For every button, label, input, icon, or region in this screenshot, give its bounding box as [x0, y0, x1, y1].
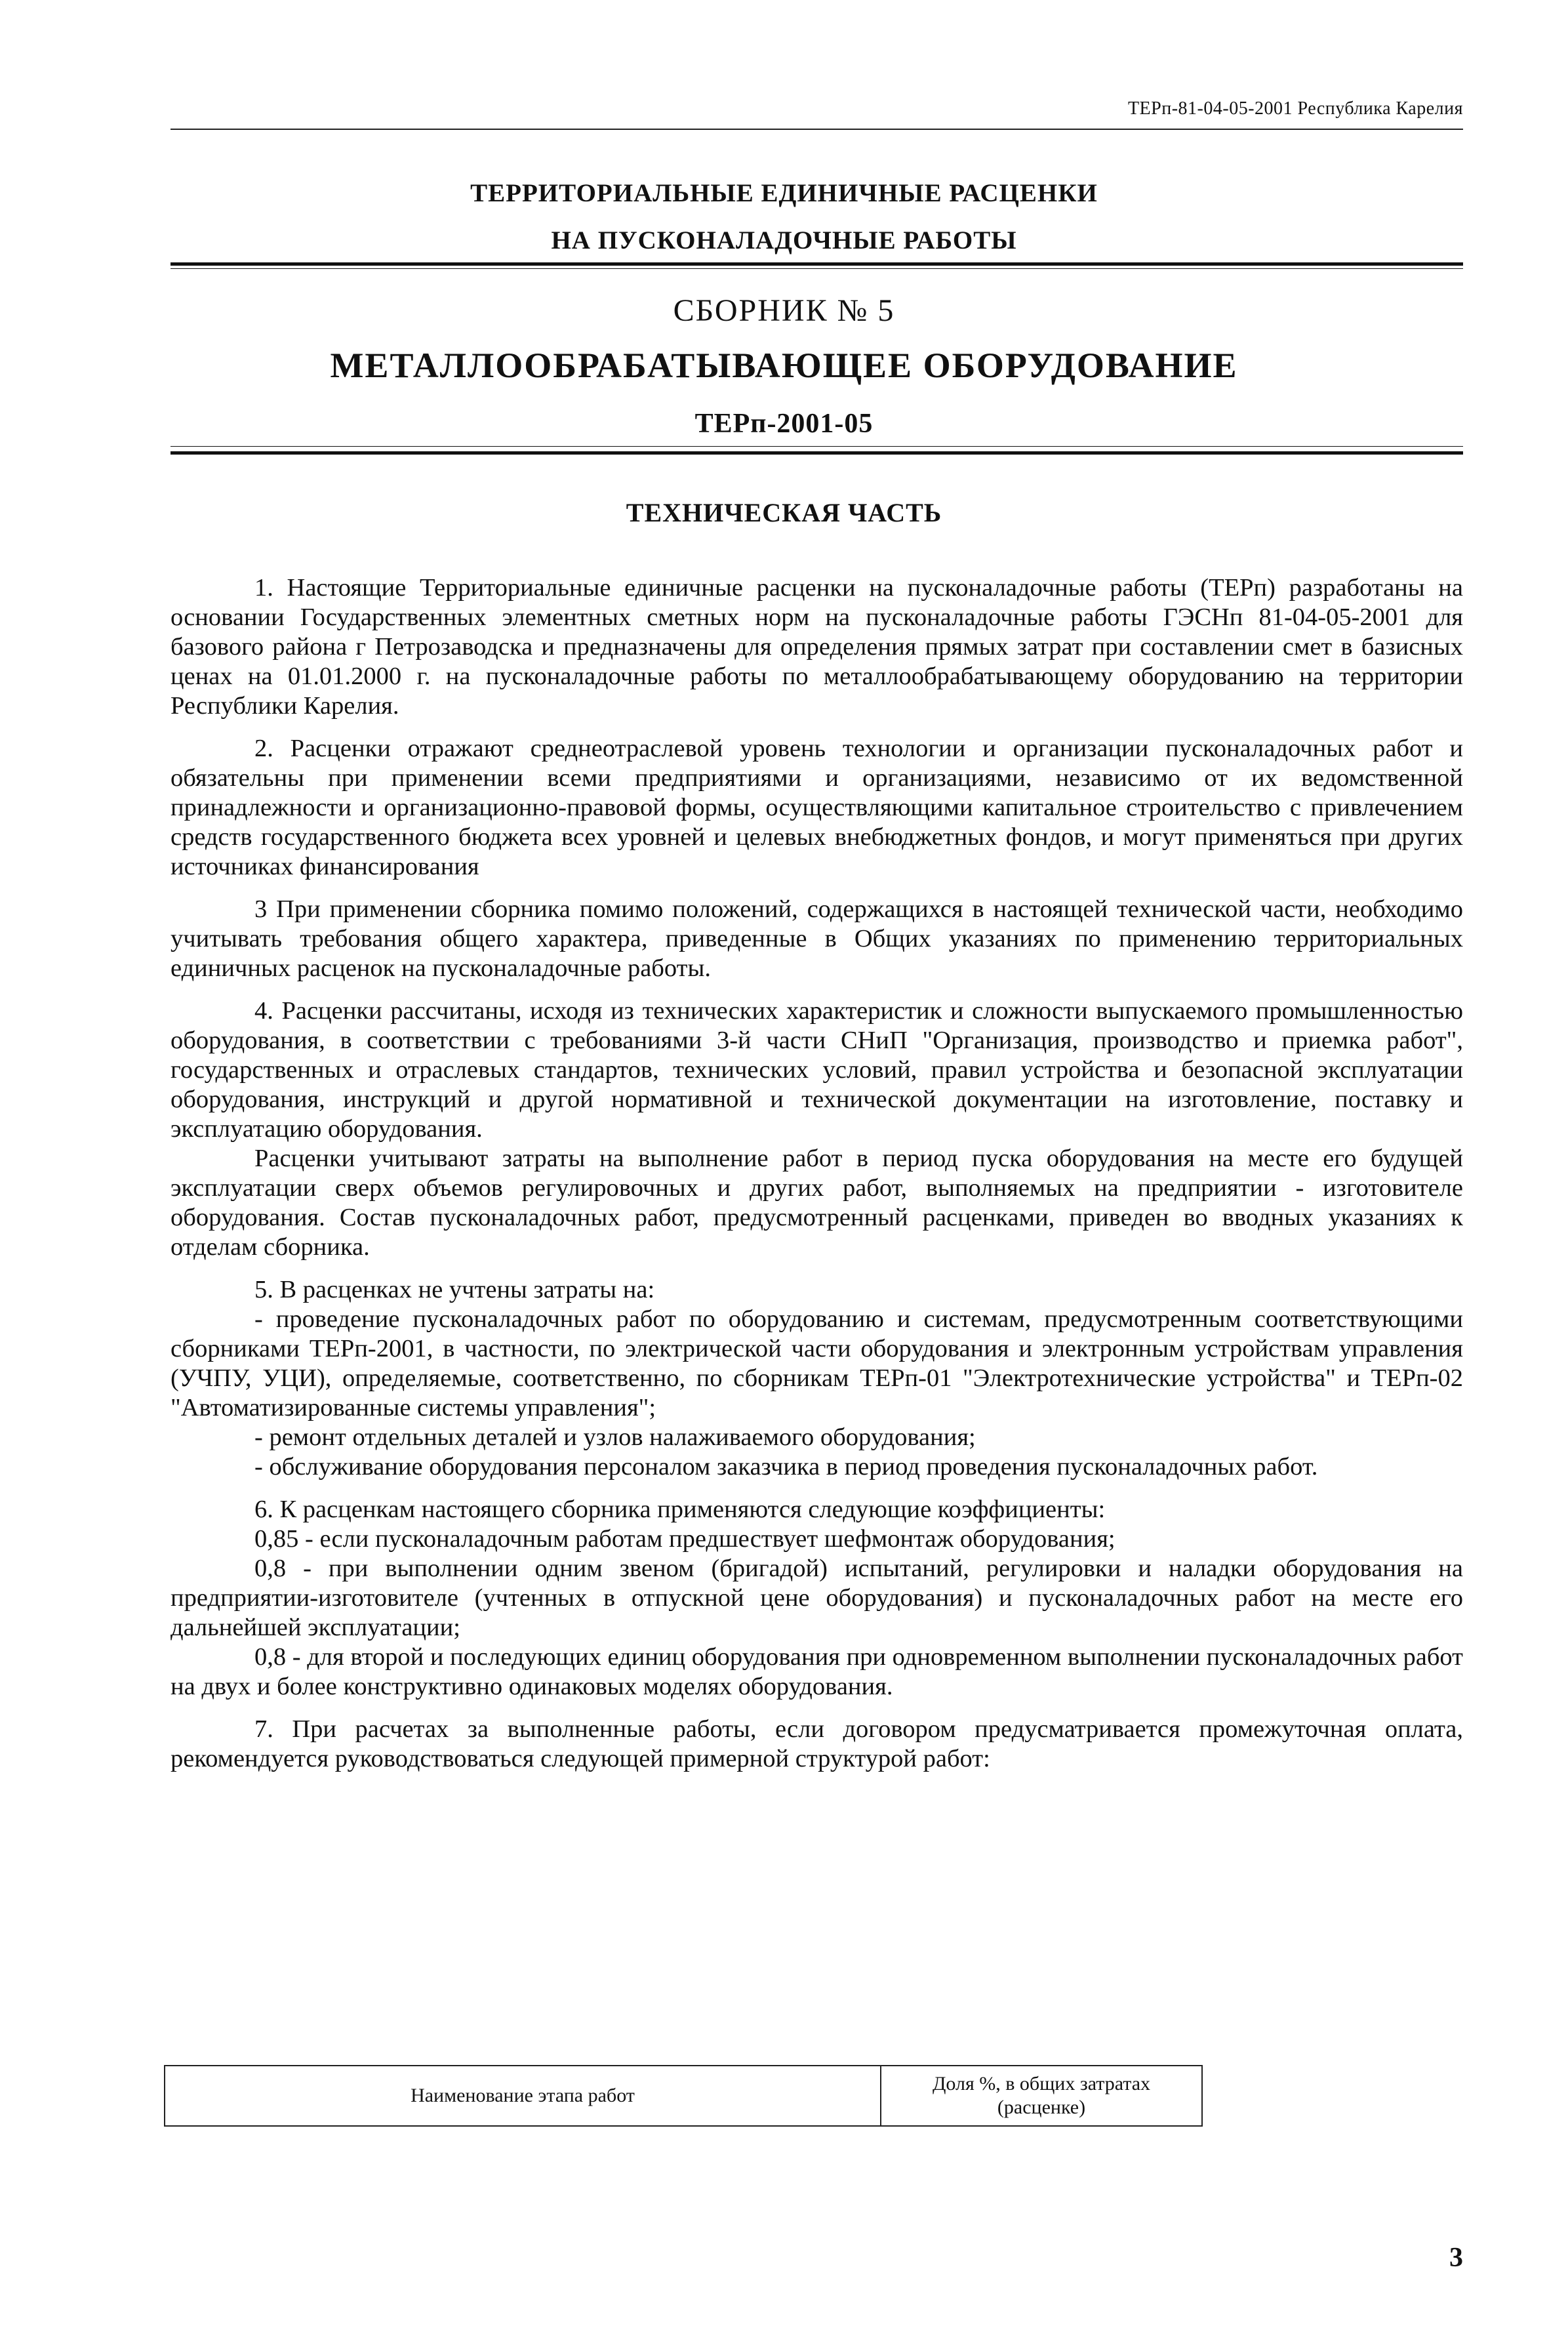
- code-divider-thick: [171, 451, 1463, 455]
- section-title: ТЕХНИЧЕСКАЯ ЧАСТЬ: [626, 498, 942, 527]
- paragraph-5-item-3: - обслуживание оборудования персоналом заказчика в период проведения пусконаладочных работ.: [254, 1453, 1318, 1481]
- paragraph-4: 4. Расценки рассчитаны, исходя из технических характеристик и сложности выпускаемого промышленностью оборудования, в соответствии с требованиями 3-й части СНиП "Организация, производство и приемка работ", государственных и отраслевых стандартов, технических условий, правил устройства и безопасной эксплуатации оборудования, инструкций и другой нормативной и технической документации на изготовление, поставку и эксплуатацию оборудования.: [171, 997, 1463, 1143]
- collection-code: ТЕРп-2001-05: [694, 409, 874, 439]
- title-divider-thick: [171, 262, 1463, 266]
- collection-subject: МЕТАЛЛООБРАБАТЫВАЮЩЕЕ ОБОРУДОВАНИЕ: [330, 346, 1238, 385]
- header-divider: [171, 129, 1463, 130]
- stage-name-header: Наименование этапа работ: [165, 2066, 881, 2126]
- document-reference: ТЕРп-81-04-05-2001 Республика Карелия: [1127, 98, 1463, 119]
- table-header-row: [165, 2066, 1202, 2126]
- paragraph-4-continued: Расценки учитывают затраты на выполнение работ в период пуска оборудования на месте его будущей эксплуатации сверх объемов регулировочных и других работ, выполняемых на предприятии - изготовителе оборудования. Состав пусконаладочных работ, предусмотренный расценками, приведен во вводных указаниях к отделам сборника.: [171, 1145, 1463, 1261]
- technical-part-body: [171, 573, 1463, 1774]
- share-percent-header: Доля %, в общих затратах (расценке): [881, 2066, 1202, 2126]
- paragraph-1: 1. Настоящие Территориальные единичные расценки на пусконаладочные работы (ТЕРп) разработаны на основании Государственных элементных сметных норм на пусконаладочные работы ГЭСНп 81-04-05-2001 для базового района г Петрозаводска и предназначены для определения прямых затрат при составлении смет в базисных ценах на 01.01.2000 г. на пусконаладочные работы по металлообрабатывающему оборудованию на территории Республики Карелия.: [171, 574, 1463, 720]
- title-divider-thin: [171, 268, 1463, 269]
- paragraph-2: 2. Расценки отражают среднеотраслевой уровень технологии и организации пусконаладочных работ и обязательны при применении всеми предприятиями и организациями, независимо от их ведомственной принадлежности и организационно-правовой формы, осуществляющими капитальное строительство с привлечением средств государственного бюджета всех уровней и целевых внебюджетных фондов, и могут применяться при других источниках финансирования: [171, 735, 1463, 880]
- paragraph-6-coef-3: 0,8 - для второй и последующих единиц оборудования при одновременном выполнении пусконаладочных работ на двух и более конструктивно одинаковых моделях оборудования.: [171, 1643, 1463, 1700]
- page-number: 3: [1449, 2243, 1463, 2273]
- paragraph-3: 3 При применении сборника помимо положений, содержащихся в настоящей технической части, необходимо учитывать требования общего характера, приведенные в Общих указаниях по применению территориальных единичных расценок на пусконаладочные работы.: [171, 895, 1463, 982]
- paragraph-5-item-1: - проведение пусконаладочных работ по оборудованию и системам, предусмотренным соответствующими сборниками ТЕРп-2001, в частности, по электрической части оборудования и электронным устройствам управления (УЧПУ, УЦИ), определяемые, соответственно, по сборникам ТЕРп-01 "Электротехнические устройства" и ТЕРп-02 "Автоматизированные системы управления";: [171, 1305, 1463, 1421]
- title-line-1: ТЕРРИТОРИАЛЬНЫЕ ЕДИНИЧНЫЕ РАСЦЕНКИ: [470, 179, 1098, 207]
- paragraph-7: 7. При расчетах за выполненные работы, если договором предусматривается промежуточная оплата, рекомендуется руководствоваться следующей примерной структурой работ:: [171, 1715, 1463, 1772]
- collection-number: СБОРНИК № 5: [673, 293, 895, 328]
- code-divider-thin: [171, 446, 1463, 447]
- paragraph-6-coef-2: 0,8 - при выполнении одним звеном (бригадой) испытаний, регулировки и наладки оборудования на предприятии-изготовителе (учтенных в отпускной цене оборудования) и пусконаладочных работ на месте его дальнейшей эксплуатации;: [171, 1555, 1463, 1641]
- paragraph-5-item-2: - ремонт отдельных деталей и узлов налаживаемого оборудования;: [254, 1423, 976, 1451]
- paragraph-6-coef-1: 0,85 - если пусконаладочным работам предшествует шефмонтаж оборудования;: [254, 1525, 1116, 1553]
- paragraph-6: 6. К расценкам настоящего сборника применяются следующие коэффициенты:: [254, 1496, 1106, 1523]
- paragraph-5: 5. В расценках не учтены затраты на:: [254, 1276, 655, 1303]
- work-stages-table: [164, 2065, 1203, 2127]
- title-line-2: НА ПУСКОНАЛАДОЧНЫЕ РАБОТЫ: [551, 226, 1017, 255]
